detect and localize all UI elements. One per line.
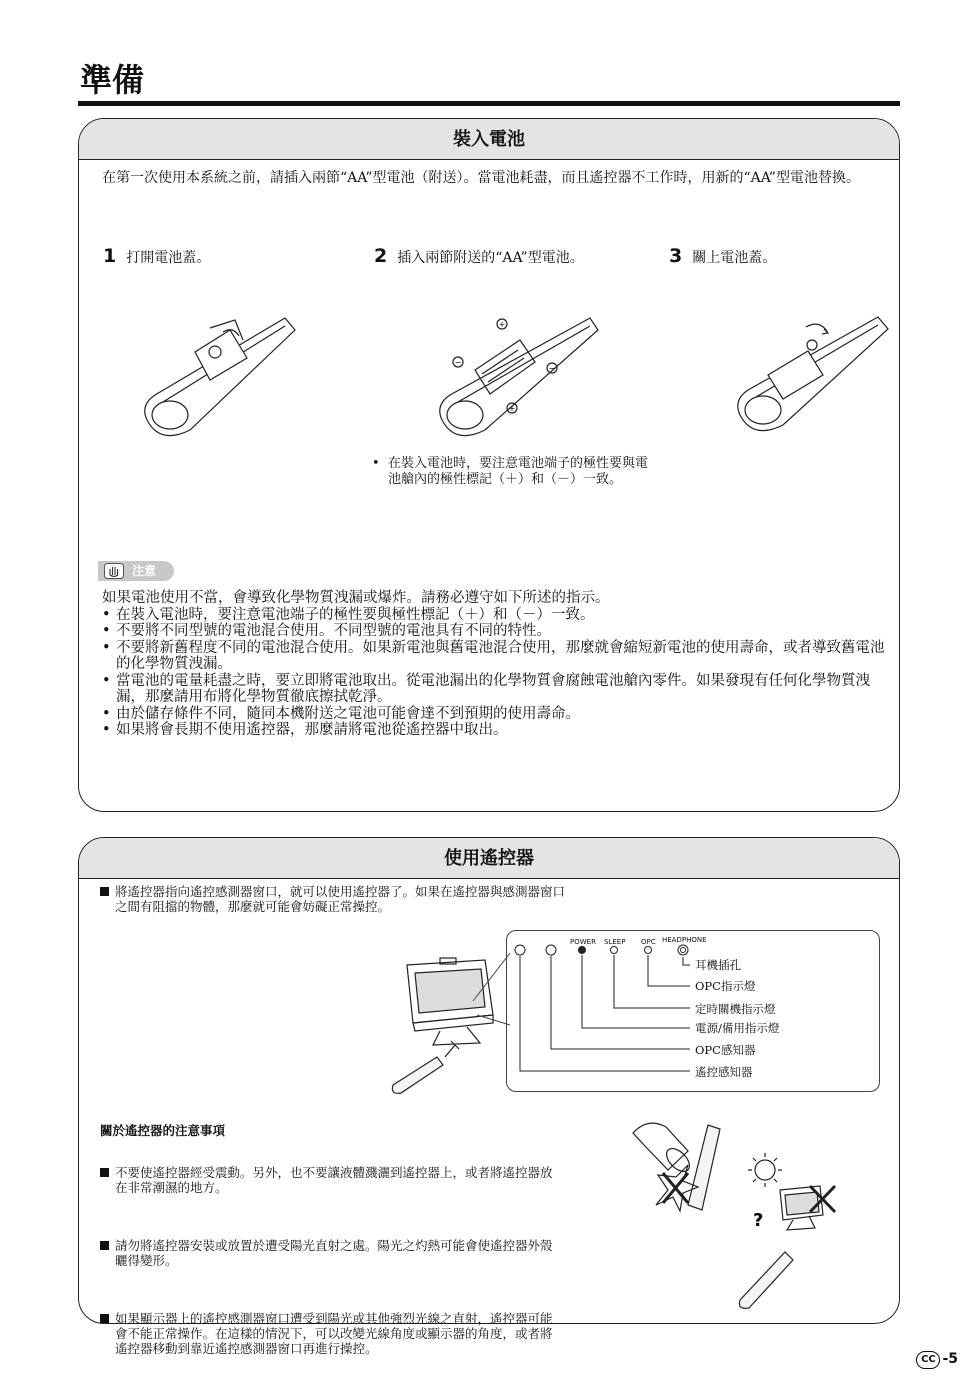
callout-power-indicator: 電源/備用指示燈 — [695, 1021, 780, 1035]
polarity-plus-bottom: + — [508, 404, 516, 413]
power-label: POWER — [570, 938, 596, 946]
step-1-text: 打開電池蓋。 — [126, 250, 211, 266]
caution-block — [102, 590, 892, 739]
caution-item: • 由於儲存條件不同，隨同本機附送之電池可能會達不到預期的使用壽命。 — [102, 706, 892, 723]
callout-remote-sensor: 遙控感知器 — [695, 1065, 753, 1079]
precaution-item: 不要使遙控器經受震動。另外，也不要讓液體濺灑到遙控器上，或者將遙控器放在非常潮濕的地方。 — [100, 1165, 563, 1195]
sleep-label: SLEEP — [604, 938, 626, 946]
caution-item: • 不要將新舊程度不同的電池混合使用。如果新電池與舊電池混合使用，那麼就會縮短新電池的使用壽命，或者導致舊電池的化學物質洩漏。 — [102, 640, 892, 673]
remote-open-cover-illustration — [135, 300, 305, 440]
step-3 — [669, 245, 776, 267]
polarity-note-text: 在裝入電池時，要注意電池端子的極性要與電池艙內的極性標記（＋）和（－）一致。 — [388, 456, 649, 487]
step-3-text: 關上電池蓋。 — [692, 250, 777, 266]
page-title: 準備 — [80, 61, 145, 99]
step-1-number: 1 — [103, 245, 117, 267]
cc-badge: CC — [916, 1351, 940, 1369]
callout-sleep-indicator: 定時關機指示燈 — [695, 1002, 776, 1016]
step-2 — [374, 245, 584, 267]
hand-icon — [104, 563, 124, 579]
note-bullet: • — [372, 456, 380, 471]
precaution-item: 請勿將遙控器安裝或放置於遭受陽光直射之處。陽光之灼熱可能會使遙控器外殼曬得變形。 — [100, 1238, 563, 1268]
sunlight-warning-illustration — [735, 1150, 845, 1310]
callout-headphone-jack: 耳機插孔 — [695, 958, 741, 972]
polarity-minus-left: − — [454, 358, 462, 367]
liquid-warning-illustration — [628, 1115, 723, 1215]
caution-intro: 如果電池使用不當，會導致化學物質洩漏或爆炸。請務必遵守如下所述的指示。 — [102, 590, 610, 606]
polarity-note — [372, 456, 657, 488]
indicator-diagram — [507, 931, 879, 1091]
monitor-remote-illustration — [385, 945, 520, 1095]
precautions-title: 關於遙控器的注意事項 — [100, 1123, 226, 1138]
polarity-minus-right: − — [548, 364, 556, 373]
remote-insert-batteries-illustration — [430, 310, 610, 445]
step-2-number: 2 — [374, 245, 388, 267]
indicator-callout-box — [506, 930, 880, 1092]
caution-item: • 在裝入電池時，要注意電池端子的極性要與極性標記（＋）和（－）一致。 — [102, 607, 892, 624]
step-1 — [103, 245, 210, 267]
battery-heading: 裝入電池 — [79, 119, 899, 160]
battery-intro: 在第一次使用本系統之前，請插入兩節“AA”型電池（附送）。當電池耗盡，而且遙控器不工作時，用新的“AA”型電池替換。 — [102, 170, 860, 186]
page-number-text: -5 — [942, 1351, 958, 1367]
caution-badge — [98, 561, 174, 581]
caution-item: • 當電池的電量耗盡之時，要立即將電池取出。從電池漏出的化學物質會腐蝕電池艙內零件。如果發現有任何化學物質洩漏，那麼請用布將化學物質徹底擦拭乾淨。 — [102, 673, 892, 706]
step-3-number: 3 — [669, 245, 683, 267]
precaution-item: 如果顯示器上的遙控感測器窗口遭受到陽光或其他強烈光線之直射，遙控器可能會不能正常操作。在這樣的情況下，可以改變光線角度或顯示器的角度，或者將遙控器移動到靠近遙控感測器窗口再進行操控。 — [100, 1311, 563, 1356]
headphone-label: HEADPHONE — [662, 936, 707, 944]
opc-label: OPC — [641, 938, 656, 946]
callout-opc-indicator: OPC指示燈 — [695, 979, 756, 993]
callout-opc-sensor: OPC感知器 — [695, 1043, 756, 1057]
caution-label: 注意 — [132, 564, 157, 578]
step-2-text: 插入兩節附送的“AA”型電池。 — [397, 250, 584, 266]
question-mark-icon: ? — [753, 1210, 764, 1231]
caution-item: • 如果將會長期不使用遙控器，那麼請將電池從遙控器中取出。 — [102, 722, 892, 739]
remote-intro: 將遙控器指向遙控感測器窗口，就可以使用遙控器了。如果在遙控器與感測器窗口之間有阻擋的物體，那麼就可能會妨礙正常操控。 — [100, 884, 575, 914]
remote-close-cover-illustration — [728, 305, 898, 440]
remote-heading: 使用遙控器 — [79, 838, 899, 879]
caution-item: • 不要將不同型號的電池混合使用。不同型號的電池具有不同的特性。 — [102, 623, 892, 640]
title-rule — [78, 101, 900, 106]
polarity-plus-top: + — [498, 320, 506, 329]
page-number — [916, 1351, 958, 1369]
